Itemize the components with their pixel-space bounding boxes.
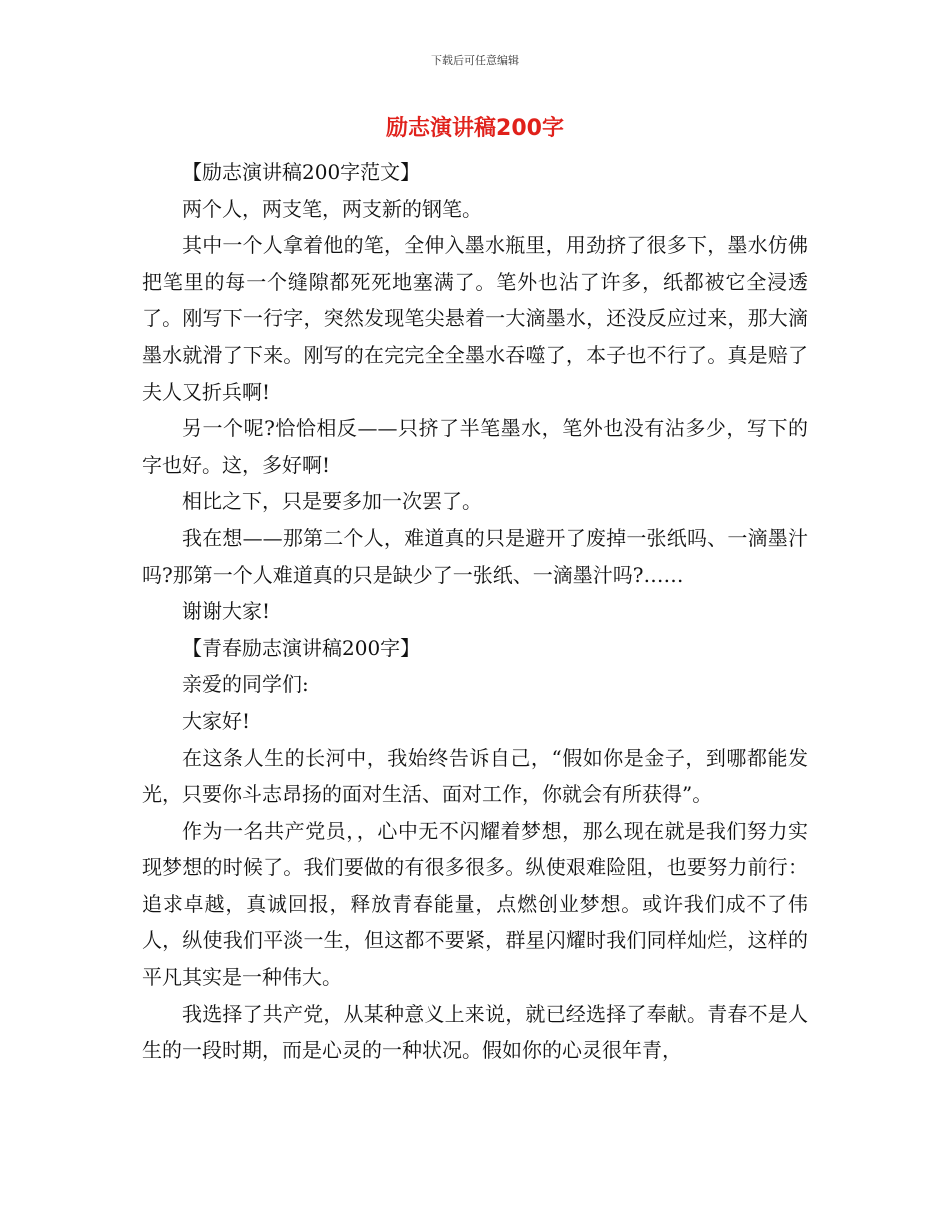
section-heading-2: 【青春励志演讲稿200字】 <box>182 635 421 660</box>
paragraph: 在这条人生的长河中，我始终告诉自己，“假如你是金子，到哪都能发光，只要你斗志昂扬的面对生活、面对工作，你就会有所获得”。 <box>142 745 808 807</box>
document-body <box>142 154 808 1069</box>
paragraph: 我选择了共产党，从某种意义上来说，就已经选择了奉献。青春不是人生的一段时期，而是心灵的一种状况。假如你的心灵很年青， <box>142 1001 808 1063</box>
paragraph: 两个人，两支笔，两支新的钢笔。 <box>182 196 482 221</box>
section-heading-1: 【励志演讲稿200字范文】 <box>182 160 421 184</box>
paragraph: 作为一名共产党员，，心中无不闪耀着梦想，那么现在就是我们努力实现梦想的时候了。我们要做的有很多很多。纵使艰难险阻，也要努力前行：追求卓越，真诚回报，释放青春能量，点燃创业梦想。或许我们成不了伟人，纵使我们平淡一生，但这都不要紧，群星闪耀时我们同样灿烂，这样的平凡其实是一种伟大。 <box>142 818 808 990</box>
paragraph: 谢谢大家! <box>182 599 271 624</box>
salutation: 亲爱的同学们: <box>182 672 309 697</box>
paragraph: 其中一个人拿着他的笔，全伸入墨水瓶里，用劲挤了很多下，墨水仿佛把笔里的每一个缝隙都死死地塞满了。笔外也沾了许多，纸都被它全浸透了。刚写下一行字，突然发现笔尖悬着一大滴墨水，还没反应过来，那大滴墨水就滑了下来。刚写的在完完全全墨水吞噬了，本子也不行了。真是赔了夫人又折兵啊! <box>142 233 808 404</box>
paragraph: 另一个呢?恰恰相反——只挤了半笔墨水，笔外也没有沾多少，写下的字也好。这，多好啊! <box>142 416 808 477</box>
paragraph: 相比之下，只是要多加一次罢了。 <box>182 489 482 514</box>
paragraph: 我在想——那第二个人，难道真的只是避开了废掉一张纸吗、一滴墨汁吗?那第一个人难道真的只是缺少了一张纸、一滴墨汁吗?…… <box>142 525 808 587</box>
header-note: 下载后可任意编辑 <box>431 54 519 67</box>
greeting: 大家好! <box>182 708 251 733</box>
document-title: 励志演讲稿200字 <box>386 116 564 141</box>
